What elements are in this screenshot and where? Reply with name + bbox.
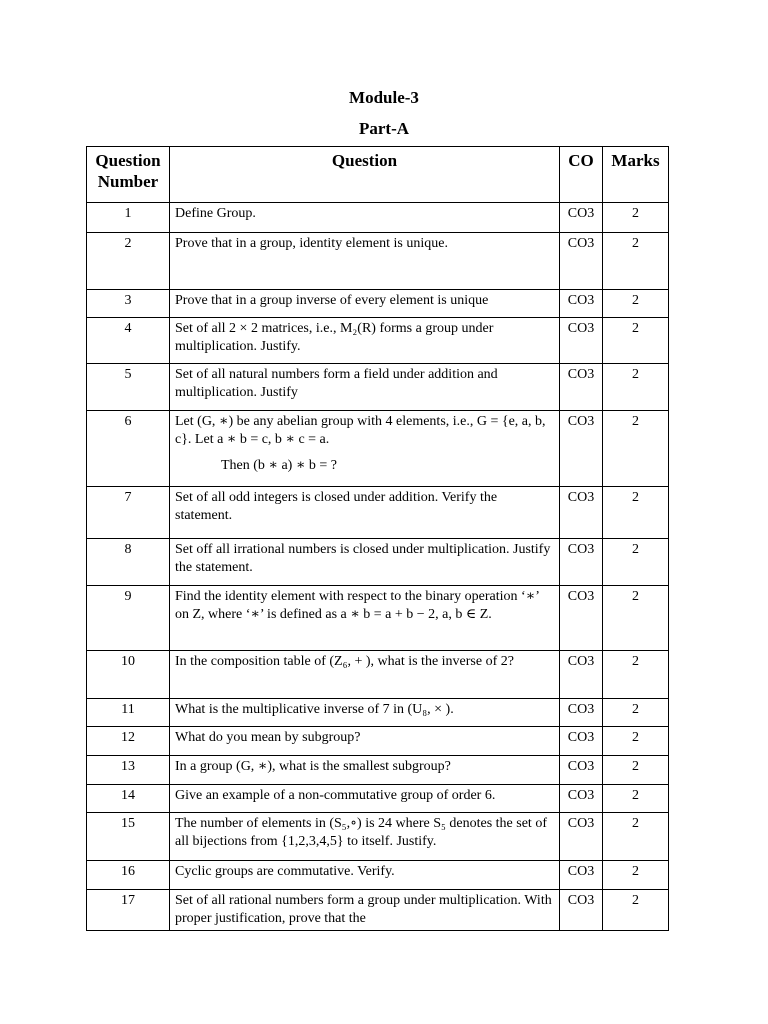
co-value: CO3 (560, 233, 603, 290)
header-marks: Marks (603, 147, 669, 203)
co-value: CO3 (560, 318, 603, 364)
table-row (87, 411, 669, 487)
marks-value: 2 (603, 586, 669, 651)
co-value: CO3 (560, 727, 603, 756)
table-row (87, 651, 669, 699)
question-number: 6 (87, 411, 170, 487)
question-text: In the composition table of (Z₆, + ), what is the inverse of 2? (170, 651, 560, 699)
question-number: 17 (87, 890, 170, 931)
marks-value: 2 (603, 539, 669, 586)
question-text: Define Group. (170, 203, 560, 233)
question-number: 2 (87, 233, 170, 290)
question-number: 8 (87, 539, 170, 586)
question-number: 16 (87, 861, 170, 890)
question-text: In a group (G, ∗), what is the smallest subgroup? (170, 756, 560, 785)
table-row (87, 487, 669, 539)
co-value: CO3 (560, 487, 603, 539)
question-number: 4 (87, 318, 170, 364)
question-text: The number of elements in (S₅,∘) is 24 where S₅ denotes the set of all bijections from {1,2,3,4,5} to itself. Justify. (170, 813, 560, 861)
table-row (87, 586, 669, 651)
table-row (87, 756, 669, 785)
question-number: 10 (87, 651, 170, 699)
question-text: Set off all irrational numbers is closed under multiplication. Justify the statement. (170, 539, 560, 586)
marks-value: 2 (603, 411, 669, 487)
marks-value: 2 (603, 890, 669, 931)
question-text (170, 411, 560, 487)
marks-value: 2 (603, 203, 669, 233)
co-value: CO3 (560, 586, 603, 651)
marks-value: 2 (603, 318, 669, 364)
question-text: Set of all 2 × 2 matrices, i.e., M₂(R) forms a group under multiplication. Justify. (170, 318, 560, 364)
co-value: CO3 (560, 203, 603, 233)
table-row (87, 318, 669, 364)
question-text: What do you mean by subgroup? (170, 727, 560, 756)
table-row (87, 539, 669, 586)
question-text: Set of all odd integers is closed under addition. Verify the statement. (170, 487, 560, 539)
question-text: What is the multiplicative inverse of 7 in (U₈, × ). (170, 699, 560, 727)
table-row (87, 233, 669, 290)
marks-value: 2 (603, 813, 669, 861)
question-table (86, 146, 669, 931)
question-number: 12 (87, 727, 170, 756)
table-row (87, 699, 669, 727)
co-value: CO3 (560, 651, 603, 699)
co-value: CO3 (560, 861, 603, 890)
co-value: CO3 (560, 699, 603, 727)
question-text: Prove that in a group, identity element is unique. (170, 233, 560, 290)
question-number: 5 (87, 364, 170, 411)
marks-value: 2 (603, 487, 669, 539)
marks-value: 2 (603, 861, 669, 890)
marks-value: 2 (603, 364, 669, 411)
question-number: 1 (87, 203, 170, 233)
marks-value: 2 (603, 756, 669, 785)
co-value: CO3 (560, 756, 603, 785)
marks-value: 2 (603, 290, 669, 318)
question-text-main: Let (G, ∗) be any abelian group with 4 elements, i.e., G = {e, a, b, c}. Let a ∗ b = c, b ∗ c = a. (175, 414, 546, 447)
marks-value: 2 (603, 699, 669, 727)
table-row (87, 861, 669, 890)
marks-value: 2 (603, 727, 669, 756)
table-row (87, 890, 669, 931)
question-number: 13 (87, 756, 170, 785)
question-text: Set of all natural numbers form a field under addition and multiplication. Justify (170, 364, 560, 411)
question-text: Set of all rational numbers form a group under multiplication. With proper justification, prove that the (170, 890, 560, 931)
marks-value: 2 (603, 651, 669, 699)
co-value: CO3 (560, 890, 603, 931)
question-text: Find the identity element with respect to the binary operation ‘∗’ on Z, where ‘∗’ is defined as a ∗ b = a + b − 2, a, b ∈ Z. (170, 586, 560, 651)
module-title: Module-3 (349, 88, 419, 107)
question-number: 11 (87, 699, 170, 727)
question-text: Give an example of a non-commutative group of order 6. (170, 785, 560, 813)
header-question-number: Question Number (87, 147, 170, 203)
marks-value: 2 (603, 233, 669, 290)
co-value: CO3 (560, 813, 603, 861)
question-number: 14 (87, 785, 170, 813)
header-co: CO (560, 147, 603, 203)
question-number: 9 (87, 586, 170, 651)
table-row (87, 785, 669, 813)
table-row (87, 290, 669, 318)
question-number: 7 (87, 487, 170, 539)
question-number: 15 (87, 813, 170, 861)
header-question: Question (170, 147, 560, 203)
table-row (87, 813, 669, 861)
question-text-followup: Then (b ∗ a) ∗ b = ? (221, 458, 337, 473)
co-value: CO3 (560, 364, 603, 411)
co-value: CO3 (560, 539, 603, 586)
question-text: Cyclic groups are commutative. Verify. (170, 861, 560, 890)
co-value: CO3 (560, 785, 603, 813)
table-row (87, 203, 669, 233)
co-value: CO3 (560, 290, 603, 318)
marks-value: 2 (603, 785, 669, 813)
part-title: Part-A (358, 119, 410, 138)
table-row (87, 727, 669, 756)
header-row (87, 147, 669, 203)
question-text: Prove that in a group inverse of every element is unique (170, 290, 560, 318)
question-number: 3 (87, 290, 170, 318)
co-value: CO3 (560, 411, 603, 487)
table-row (87, 364, 669, 411)
